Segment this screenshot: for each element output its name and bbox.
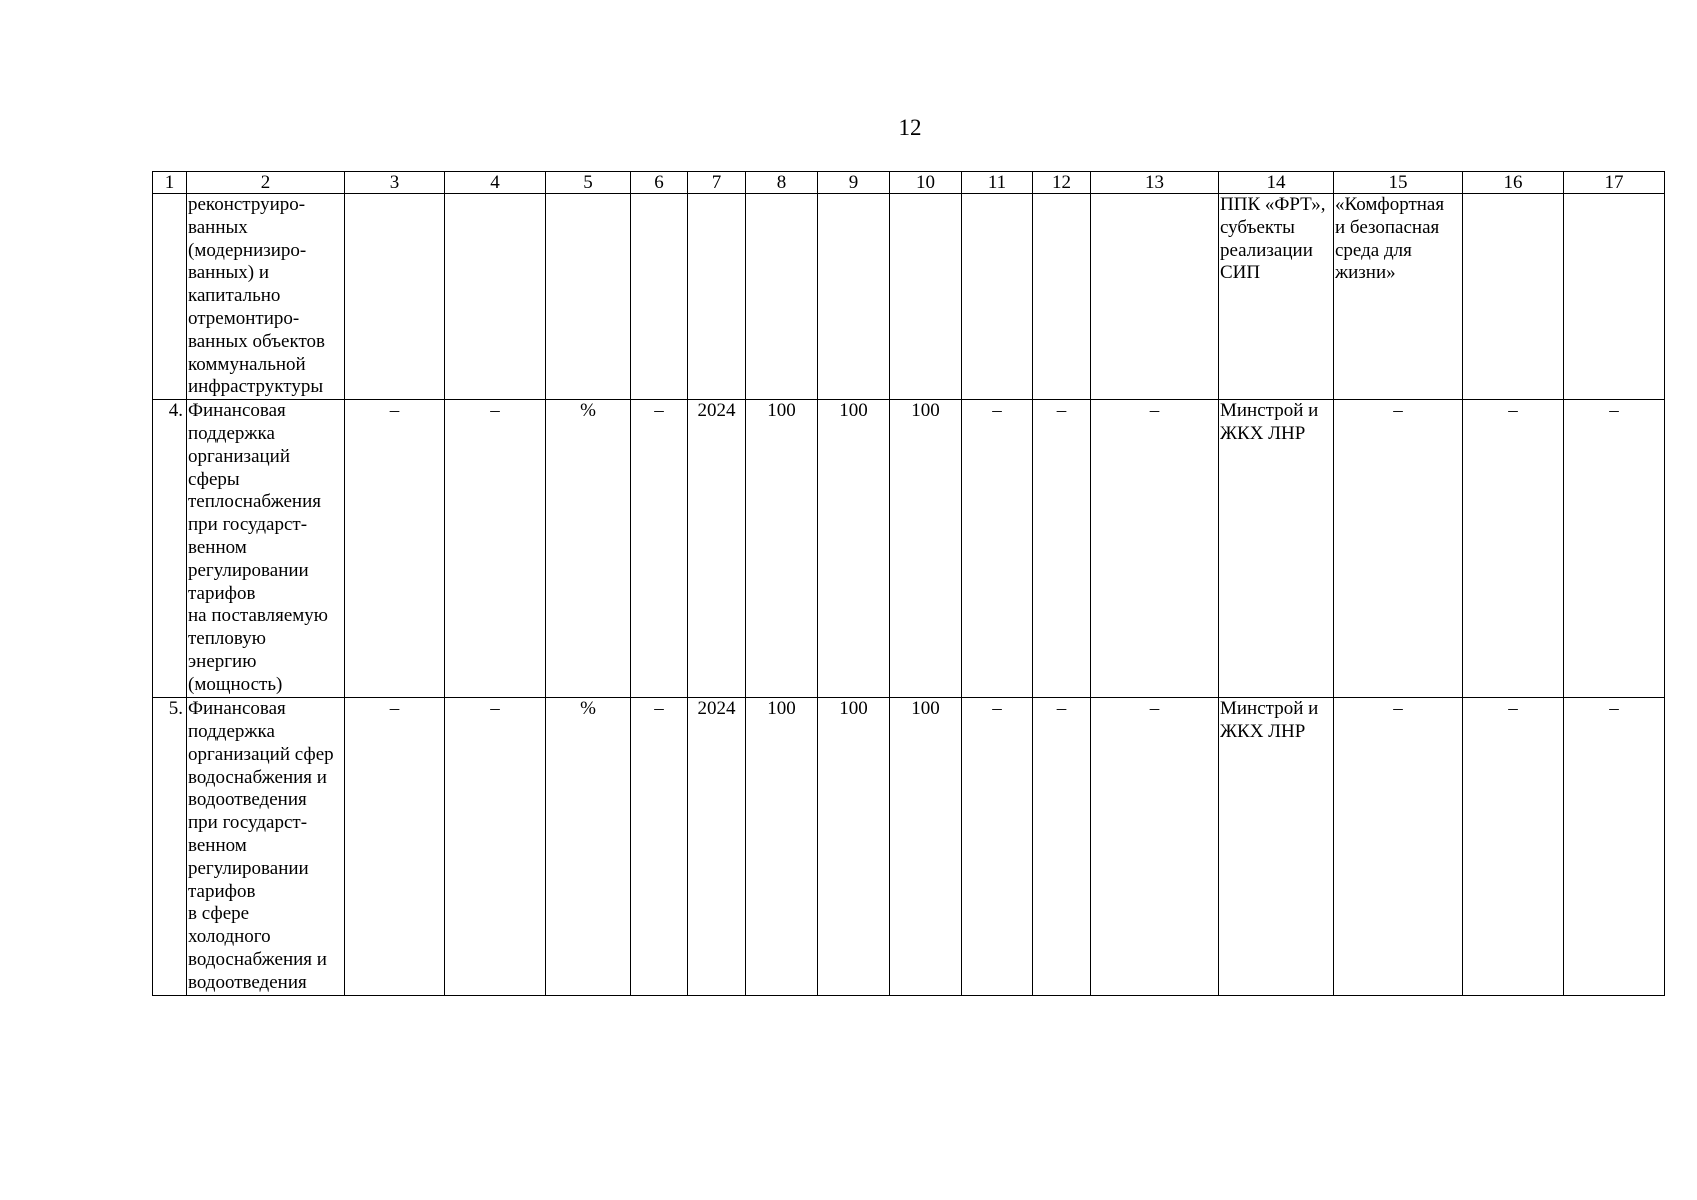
cell-text-line: поддержка xyxy=(188,720,275,742)
table-cell-col-5: % xyxy=(546,698,631,996)
table-cell-col-15 xyxy=(1334,698,1463,996)
cell-text-line: тарифов xyxy=(188,582,256,604)
cell-text-line: реализации xyxy=(1220,239,1313,261)
cell-text-line: ЖКХ ЛНР xyxy=(1220,720,1306,742)
cell-text-line: Минстрой и xyxy=(1220,400,1319,422)
cell-text-line: (модернизиро- xyxy=(188,239,307,261)
column-header: 9 xyxy=(818,172,890,194)
table-cell-col-16 xyxy=(1463,194,1564,400)
page-number: 12 xyxy=(898,115,922,140)
table-cell-col-16: – xyxy=(1463,400,1564,698)
table-cell-col-12 xyxy=(1033,194,1091,400)
document-table xyxy=(152,171,1665,996)
cell-text-line: водоснабжения и xyxy=(188,948,327,970)
table-cell-col-17: – xyxy=(1564,698,1665,996)
table-cell-col-15 xyxy=(1334,194,1463,400)
table-cell-col-13: – xyxy=(1091,400,1219,698)
cell-text-line: коммунальной xyxy=(188,353,306,375)
cell-text-line: на поставляемую xyxy=(188,605,328,627)
table-cell-col-7: 2024 xyxy=(688,698,746,996)
cell-text-line: ППК «ФРТ», xyxy=(1220,194,1326,215)
table-cell-col-8 xyxy=(746,194,818,400)
cell-text-line: при государст- xyxy=(188,812,308,834)
column-header: 1 xyxy=(153,172,187,194)
cell-text-line: энергию xyxy=(188,650,257,672)
cell-text-line: инфраструктуры xyxy=(188,376,324,398)
table-cell-col-6 xyxy=(631,194,688,400)
column-header: 10 xyxy=(890,172,962,194)
table-cell-col-3: – xyxy=(345,400,445,698)
table-cell-col-5: % xyxy=(546,400,631,698)
table-cell-col-11: – xyxy=(962,698,1033,996)
column-header: 8 xyxy=(746,172,818,194)
cell-text-line: среда для xyxy=(1335,239,1412,261)
column-header: 2 xyxy=(187,172,345,194)
table-cell-col-14 xyxy=(1219,194,1334,400)
cell-text-line: Минстрой и xyxy=(1220,698,1319,720)
table-cell-col-8: 100 xyxy=(746,400,818,698)
table-cell-col-10: 100 xyxy=(890,400,962,698)
cell-text-line: СИП xyxy=(1220,262,1261,284)
table-cell-col-2 xyxy=(187,400,345,698)
table-row xyxy=(153,400,1665,698)
table-cell-col-5 xyxy=(546,194,631,400)
cell-text-line: – xyxy=(1393,400,1403,422)
table-cell-col-9 xyxy=(818,194,890,400)
cell-text-line: ЖКХ ЛНР xyxy=(1220,422,1306,444)
table-cell-col-1: 5. xyxy=(153,698,187,996)
cell-text-line: тарифов xyxy=(188,880,256,902)
cell-text-line: организаций xyxy=(188,445,291,467)
cell-text-line: при государст- xyxy=(188,514,308,536)
cell-text-line: ванных) и xyxy=(188,262,270,284)
table-cell-col-13 xyxy=(1091,194,1219,400)
cell-text-line: реконструиро- xyxy=(188,194,306,215)
table-cell-col-1: 4. xyxy=(153,400,187,698)
table-cell-col-17 xyxy=(1564,194,1665,400)
table-cell-col-2 xyxy=(187,194,345,400)
column-header: 12 xyxy=(1033,172,1091,194)
table-cell-col-8: 100 xyxy=(746,698,818,996)
cell-text-line: жизни» xyxy=(1335,262,1396,284)
table-cell-col-6: – xyxy=(631,698,688,996)
table-cell-col-1 xyxy=(153,194,187,400)
table-cell-col-9: 100 xyxy=(818,400,890,698)
cell-text-line: субъекты xyxy=(1220,216,1295,238)
cell-text-line: теплоснабжения xyxy=(188,491,321,513)
cell-text-line: венном xyxy=(188,834,247,856)
cell-text-line: ванных объектов xyxy=(188,330,325,352)
cell-text-line: сферы xyxy=(188,468,240,490)
cell-text-line: тепловую xyxy=(188,628,266,650)
table-cell-col-12: – xyxy=(1033,698,1091,996)
column-header: 7 xyxy=(688,172,746,194)
table-cell-col-14 xyxy=(1219,400,1334,698)
cell-text-line: «Комфортная xyxy=(1335,194,1445,215)
cell-text-line: венном xyxy=(188,536,247,558)
cell-text-line: регулировании xyxy=(188,857,309,879)
table-cell-col-10: 100 xyxy=(890,698,962,996)
cell-text-line: водоснабжения и xyxy=(188,766,327,788)
table-cell-col-14 xyxy=(1219,698,1334,996)
table-cell-col-11 xyxy=(962,194,1033,400)
table-cell-col-4 xyxy=(445,194,546,400)
column-header: 4 xyxy=(445,172,546,194)
cell-text-line: холодного xyxy=(188,926,271,948)
cell-text-line: отремонтиро- xyxy=(188,307,300,329)
table-cell-col-10 xyxy=(890,194,962,400)
table-row xyxy=(153,194,1665,400)
column-header: 16 xyxy=(1463,172,1564,194)
column-header: 6 xyxy=(631,172,688,194)
column-header: 15 xyxy=(1334,172,1463,194)
table-cell-col-12: – xyxy=(1033,400,1091,698)
cell-text-line: капитально xyxy=(188,285,281,307)
table-cell-col-9: 100 xyxy=(818,698,890,996)
table-cell-col-2 xyxy=(187,698,345,996)
column-header: 14 xyxy=(1219,172,1334,194)
column-header: 17 xyxy=(1564,172,1665,194)
column-number-row xyxy=(153,172,1665,194)
table-cell-col-4: – xyxy=(445,698,546,996)
table-cell-col-3: – xyxy=(345,698,445,996)
column-header: 13 xyxy=(1091,172,1219,194)
table-cell-col-7 xyxy=(688,194,746,400)
table-cell-col-4: – xyxy=(445,400,546,698)
cell-text-line: организаций сфер xyxy=(188,743,334,765)
table-cell-col-11: – xyxy=(962,400,1033,698)
table-cell-col-3 xyxy=(345,194,445,400)
cell-text-line: регулировании xyxy=(188,559,309,581)
table-cell-col-17: – xyxy=(1564,400,1665,698)
table-cell-col-7: 2024 xyxy=(688,400,746,698)
cell-text-line: Финансовая xyxy=(188,698,286,720)
cell-text-line: Финансовая xyxy=(188,400,286,422)
table-cell-col-13: – xyxy=(1091,698,1219,996)
cell-text-line: ванных xyxy=(188,216,248,238)
table-row xyxy=(153,698,1665,996)
cell-text-line: (мощность) xyxy=(188,673,283,695)
cell-text-line: в сфере xyxy=(188,903,250,925)
cell-text-line: водоотведения xyxy=(188,971,307,993)
column-header: 11 xyxy=(962,172,1033,194)
table-cell-col-16: – xyxy=(1463,698,1564,996)
table-cell-col-15 xyxy=(1334,400,1463,698)
table-cell-col-6: – xyxy=(631,400,688,698)
column-header: 5 xyxy=(546,172,631,194)
cell-text-line: – xyxy=(1393,698,1403,720)
cell-text-line: поддержка xyxy=(188,422,275,444)
cell-text-line: водоотведения xyxy=(188,789,307,811)
column-header: 3 xyxy=(345,172,445,194)
cell-text-line: и безопасная xyxy=(1335,216,1440,238)
